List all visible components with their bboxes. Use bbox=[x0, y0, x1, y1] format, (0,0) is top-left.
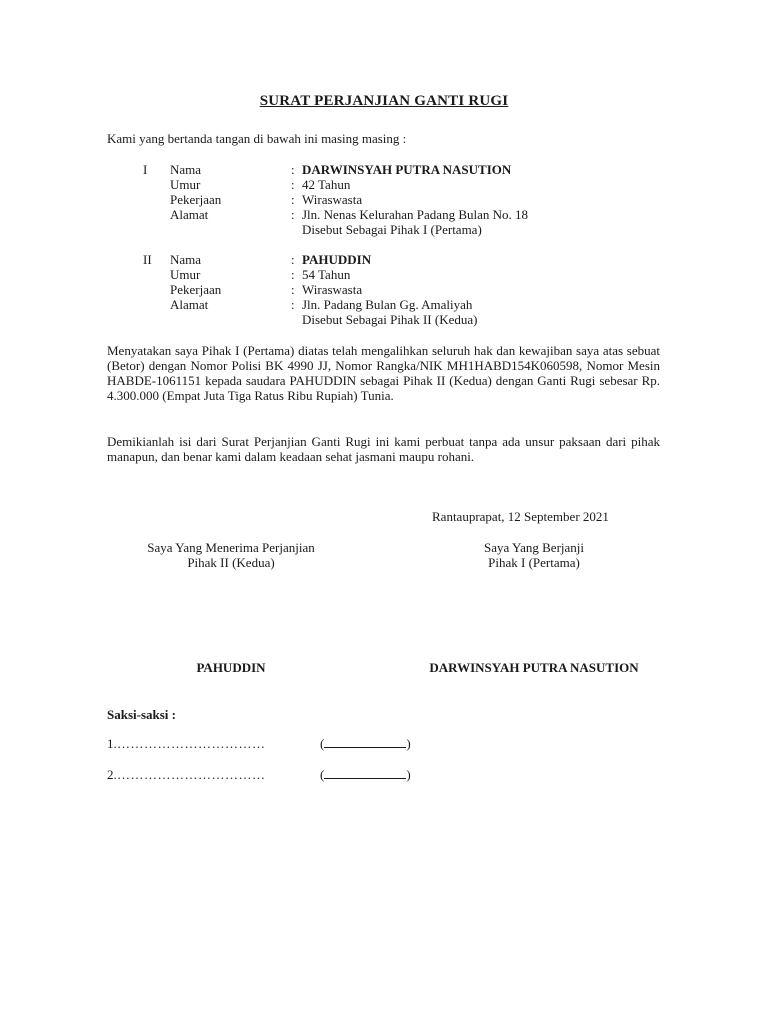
place-date: Rantauprapat, 12 September 2021 bbox=[432, 509, 609, 524]
field-separator: : bbox=[291, 252, 295, 267]
field-value: 54 Tahun bbox=[302, 267, 351, 282]
signature-right-line2: Pihak I (Pertama) bbox=[488, 555, 580, 570]
field-label: Umur bbox=[170, 177, 201, 192]
field-value: Jln. Nenas Kelurahan Padang Bulan No. 18 bbox=[302, 207, 529, 222]
field-label: Pekerjaan bbox=[170, 192, 222, 207]
field-label: Nama bbox=[170, 252, 202, 267]
party-note: Disebut Sebagai Pihak I (Pertama) bbox=[302, 222, 482, 237]
witness-signature-field[interactable] bbox=[320, 736, 411, 751]
field-label: Umur bbox=[170, 267, 201, 282]
paren-open: ( bbox=[320, 767, 325, 782]
signature-right-line1: Saya Yang Berjanji bbox=[483, 540, 585, 555]
witnesses-heading: Saksi-saksi : bbox=[107, 707, 176, 722]
field-separator: : bbox=[291, 297, 295, 312]
field-label: Pekerjaan bbox=[170, 282, 222, 297]
witness-number: 1. bbox=[107, 736, 117, 751]
field-value: Wiraswasta bbox=[302, 192, 363, 207]
field-separator: : bbox=[291, 162, 295, 177]
field-label: Alamat bbox=[170, 207, 209, 222]
closing-paragraph: Demikianlah isi dari Surat Perjanjian Ganti Rugi ini kami perbuat tanpa ada unsur paksaan dari pihak manapun, dan benar kami dalam keadaan sehat jasmani maupu rohani. bbox=[107, 434, 660, 464]
intro-text: Kami yang bertanda tangan di bawah ini masing masing : bbox=[107, 131, 407, 146]
party-name-value: PAHUDDIN bbox=[302, 252, 372, 267]
signature-left-line2: Pihak II (Kedua) bbox=[187, 555, 275, 570]
field-value: 42 Tahun bbox=[302, 177, 351, 192]
paren-open: ( bbox=[320, 736, 325, 751]
party-numeral: II bbox=[143, 252, 152, 267]
signature-left-line1: Saya Yang Menerima Perjanjian bbox=[147, 540, 315, 555]
field-separator: : bbox=[291, 282, 295, 297]
field-separator: : bbox=[291, 177, 295, 192]
field-value: Wiraswasta bbox=[302, 282, 363, 297]
statement-paragraph: Menyatakan saya Pihak I (Pertama) diatas telah mengalihkan seluruh hak dan kewajiban saya atas sebuat (Betor) dengan Nomor Polisi BK 4990 JJ, Nomor Rangka/NIK MH1HABD154K060598, Nomor Mesin HABDE-1061151 kepada saudara PAHUDDIN sebagai Pihak II (Kedua) dengan Ganti Rugi sebesar Rp. 4.300.000 (Empat Juta Tiga Ratus Ribu Rupiah) Tunia. bbox=[107, 343, 660, 403]
party-numeral: I bbox=[143, 162, 148, 177]
field-label: Alamat bbox=[170, 297, 209, 312]
signature-line bbox=[324, 767, 406, 779]
signature-left-name: PAHUDDIN bbox=[196, 660, 266, 675]
field-separator: : bbox=[291, 192, 295, 207]
witness-number: 2. bbox=[107, 767, 117, 782]
witness-signature-field[interactable] bbox=[320, 767, 411, 782]
signature-line bbox=[324, 736, 406, 748]
witness-dots: …………………………… bbox=[117, 736, 266, 751]
paren-close: ) bbox=[406, 767, 411, 782]
signature-right-name: DARWINSYAH PUTRA NASUTION bbox=[429, 660, 639, 675]
field-separator: : bbox=[291, 207, 295, 222]
field-separator: : bbox=[291, 267, 295, 282]
party-note: Disebut Sebagai Pihak II (Kedua) bbox=[302, 312, 478, 327]
document-title: SURAT PERJANJIAN GANTI RUGI bbox=[259, 93, 509, 109]
paren-close: ) bbox=[406, 736, 411, 751]
witness-dots: …………………………… bbox=[117, 767, 266, 782]
field-value: Jln. Padang Bulan Gg. Amaliyah bbox=[302, 297, 473, 312]
field-label: Nama bbox=[170, 162, 202, 177]
party-name-value: DARWINSYAH PUTRA NASUTION bbox=[302, 162, 512, 177]
